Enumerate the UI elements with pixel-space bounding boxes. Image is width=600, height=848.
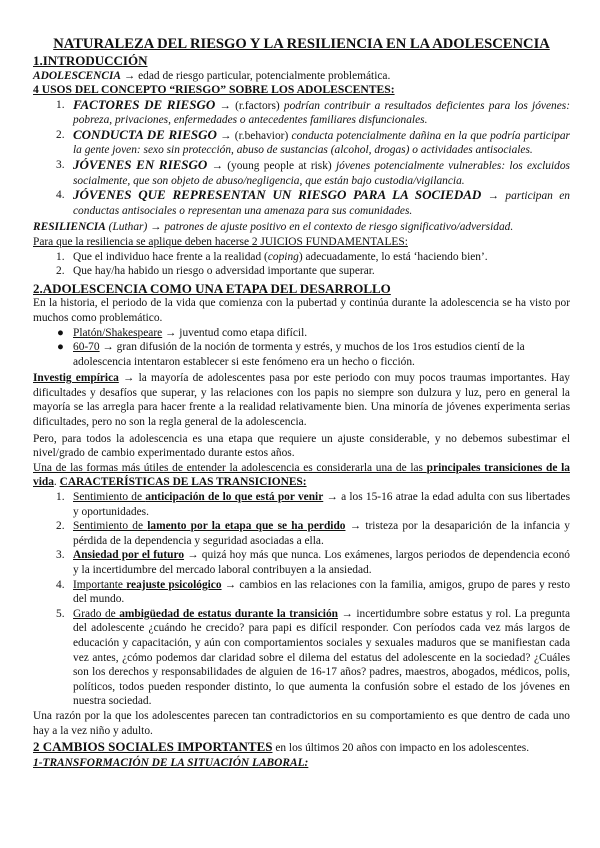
list-item: 3. JÓVENES EN RIESGO → (young people at risk) jóvenes potencialmente vulnerables: los excluidos socialmente, que son objeto de abuso/negligencia, que están bajo custodia/vigilancia. (56, 157, 570, 187)
list-item: 2. Sentimiento de lamento por la etapa que se ha perdido → tristeza por la desaparición de la infancia y pérdida de la dependencia y seguridad asociadas a ella. (56, 520, 571, 547)
subheading-situacion-laboral: 1-TRANSFORMACIÓN DE LA SITUACIÓN LABORAL: (33, 756, 309, 769)
resiliencia-term: RESILIENCIA (33, 221, 106, 234)
list-item: 2. CONDUCTA DE RIESGO → (r.behavior) conducta potencialmente dañina en la que podría participar la gente joven: sexo sin protección, abuso de sustancias (alcohol, drogas) o actividades antisociales. (56, 126, 570, 157)
resiliencia-author: (Luthar) (105, 221, 151, 234)
usos-list (33, 98, 570, 219)
paragraph-transiciones: Una de las formas más útiles de entender la adolescencia es considerarla una de las principales transiciones de la vida. CARACTERÍSTICAS DE LAS TRANSICIONES: (33, 461, 570, 489)
list-item: ● Platón/Shakespeare → juventud como etapa difícil. (57, 326, 308, 339)
list-item: 4. Importante reajuste psicológico → cambios en las relaciones con la familia, amigos, grupo de pares y resto del mundo. (56, 578, 571, 606)
bullet-icon: ● (57, 341, 64, 354)
bullet-icon: ● (57, 326, 64, 339)
section-heading-etapa-desarrollo: 2.ADOLESCENCIA COMO UNA ETAPA DEL DESARROLLO (33, 280, 391, 296)
resiliencia-def-text: → patrones de ajuste positivo en el contexto de riesgo significativo/adversidad. (150, 221, 514, 234)
usos-heading: 4 USOS DEL CONCEPTO “RIESGO” SOBRE LOS ADOLESCENTES: (33, 83, 395, 97)
uso-term: JÓVENES EN RIESGO (73, 157, 208, 173)
paragraph-pero: Pero, para todos la adolescencia es una etapa que requiere un ajuste considerable, y no debemos subestimar el nivel/grado de cambio experimentado durante estos años. (33, 432, 570, 460)
list-item: 1. FACTORES DE RIESGO → (r.factors) podrían contribuir a resultados deficientes para los jóvenes: pobreza, privaciones, enfermedades o antecedentes familiares disfuncionales. (56, 96, 570, 127)
document-title: NATURALEZA DEL RIESGO Y LA RESILIENCIA EN LA ADOLESCENCIA (53, 36, 550, 52)
list-item: 1. Que el individuo hace frente a la realidad (coping) adecuadamente, lo está ‘haciendo bien’. (56, 250, 488, 263)
section-heading-cambios: 2 CAMBIOS SOCIALES IMPORTANTES en los últimos 20 años con impacto en los adolescentes. (33, 739, 530, 755)
history-bullets (33, 326, 570, 370)
juicios-intro: Para que la resiliencia se aplique deben hacerse 2 JUICIOS FUNDAMENTALES: (33, 236, 408, 249)
list-item: 1. Sentimiento de anticipación de lo que está por venir → a los 15-16 atrae la edad adulta con sus libertades y oportunidades. (56, 491, 571, 518)
adolescencia-definition (33, 69, 570, 84)
transiciones-list (33, 490, 570, 709)
list-item: 4. JÓVENES QUE REPRESENTAN UN RIESGO PARA LA SOCIEDAD → participan en conductas antisociales o representan una amenaza para sus comunidades. (56, 187, 570, 217)
list-item: 5. Grado de ambigüedad de estatus durante la transición → incertidumbre sobre estatus y rol. La pregunta del adolescente ¿cuándo he crecido? para papi es difícil responder. Con períodos cada vez más largos de educación y capacitación, y aún con comportamientos sociales y sexuales maduros que se manifiestan cada vez antes, ¿cómo podemos dar claridad sobre el dilema del estatus del adolescente en la sociedad? ¿Cuáles son los derechos y responsabilidades de alguien de 16-17 años? padres, maestros, abogados, médicos, polis, políticos, todos pueden responder distinto, lo que aumenta la confusión sobre el estado de los jóvenes en nuestra sociedad. (56, 607, 570, 708)
adolescencia-term: ADOLESCENCIA (33, 69, 121, 82)
juicios-list (33, 250, 570, 279)
list-item: ● 60-70 → gran difusión de la noción de tormenta y estrés, y muchos de los 1ros estudios cientí de la adolescencia intentaron establecer si este fenómeno era un hecho o ficción. (57, 341, 525, 368)
uso-term: CONDUCTA DE RIESGO (73, 126, 217, 142)
list-item: 3. Ansiedad por el futuro → quizá hoy más que nunca. Los exámenes, largos periodos de dependencia econó y la incertidumbre del mercado laboral contribuyen a la ansiedad. (56, 549, 570, 576)
paragraph-intro: En la historia, el periodo de la vida que comienza con la pubertad y continúa durante la adolescencia se ha visto por muchos como problemático. (33, 297, 570, 324)
list-item: 2. Que hay/ha habido un riesgo o adversidad importante que superar. (56, 265, 375, 278)
adolescencia-def-text: → edad de riesgo particular, potencialmente problemática. (123, 69, 391, 82)
paragraph-investigacion: Investig empírica → la mayoría de adolescentes pasa por este periodo con muy pocos traumas importantes. Hay dificultades y desafíos que superar, y las relaciones con los papis no siempre son dulzura y luz, pero en general la mayoría se las arregla para hacer frente a la realidad relativamente bien. Una minoría de jóvenes experimenta serias dificultades, pero no son la regla general de la adolescencia. (33, 372, 570, 429)
paragraph-razon: Una razón por la que los adolescentes parecen tan contradictorios en su comportamiento es que dentro de cada uno hay a la vez niño y adulto. (33, 709, 570, 737)
uso-term: FACTORES DE RIESGO (73, 96, 216, 112)
resiliencia-definition (33, 220, 570, 235)
uso-term: JÓVENES QUE REPRESENTAN UN RIESGO PARA LA SOCIEDAD (73, 187, 482, 203)
section-heading-introduccion: 1.INTRODUCCIÓN (33, 53, 148, 68)
